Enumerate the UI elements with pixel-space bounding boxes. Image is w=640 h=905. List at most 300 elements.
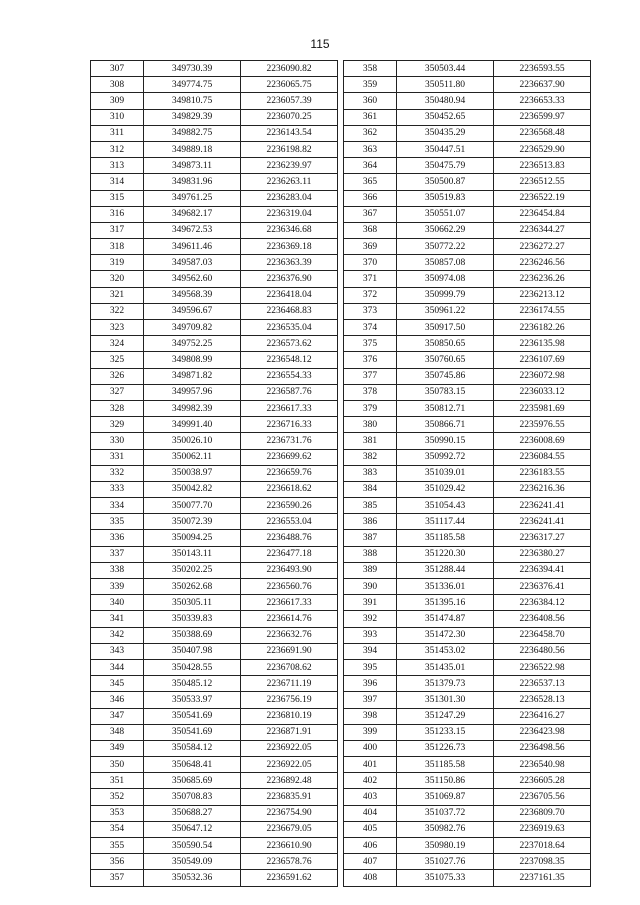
y-coordinate-cell: 2236174.55 <box>494 303 591 319</box>
table-row <box>91 838 338 854</box>
x-coordinate-cell: 349831.96 <box>144 174 241 190</box>
x-coordinate-cell: 351395.16 <box>397 595 494 611</box>
x-coordinate-cell: 349982.39 <box>144 400 241 416</box>
y-coordinate-cell: 2236241.41 <box>494 498 591 514</box>
y-coordinate-cell: 2236599.97 <box>494 109 591 125</box>
table-row <box>344 61 591 77</box>
x-coordinate-cell: 351220.30 <box>397 546 494 562</box>
point-number-cell: 388 <box>344 546 397 562</box>
point-number-cell: 350 <box>91 757 144 773</box>
point-number-cell: 326 <box>91 368 144 384</box>
y-coordinate-cell: 2236708.62 <box>241 659 338 675</box>
y-coordinate-cell: 2236182.26 <box>494 320 591 336</box>
point-number-cell: 395 <box>344 659 397 675</box>
table-row <box>344 206 591 222</box>
point-number-cell: 399 <box>344 724 397 740</box>
y-coordinate-cell: 2236216.36 <box>494 481 591 497</box>
x-coordinate-cell: 349873.11 <box>144 158 241 174</box>
table-row <box>344 158 591 174</box>
y-coordinate-cell: 2236568.48 <box>494 125 591 141</box>
x-coordinate-cell: 350783.15 <box>397 384 494 400</box>
x-coordinate-cell: 350452.65 <box>397 109 494 125</box>
x-coordinate-cell: 351039.01 <box>397 465 494 481</box>
point-number-cell: 343 <box>91 643 144 659</box>
x-coordinate-cell: 350262.68 <box>144 579 241 595</box>
point-number-cell: 382 <box>344 449 397 465</box>
table-row <box>91 708 338 724</box>
table-row <box>344 643 591 659</box>
x-coordinate-cell: 349991.40 <box>144 417 241 433</box>
x-coordinate-cell: 350584.12 <box>144 740 241 756</box>
x-coordinate-cell: 350532.36 <box>144 870 241 886</box>
table-row <box>91 433 338 449</box>
table-row <box>91 222 338 238</box>
y-coordinate-cell: 2236679.05 <box>241 821 338 837</box>
table-row <box>91 465 338 481</box>
table-row <box>91 773 338 789</box>
y-coordinate-cell: 2235976.55 <box>494 417 591 433</box>
y-coordinate-cell: 2236369.18 <box>241 239 338 255</box>
y-coordinate-cell: 2236809.70 <box>494 805 591 821</box>
table-row <box>344 271 591 287</box>
table-row <box>91 595 338 611</box>
x-coordinate-cell: 351029.42 <box>397 481 494 497</box>
x-coordinate-cell: 350038.97 <box>144 465 241 481</box>
point-number-cell: 347 <box>91 708 144 724</box>
point-number-cell: 402 <box>344 773 397 789</box>
y-coordinate-cell: 2236363.39 <box>241 255 338 271</box>
table-row <box>344 255 591 271</box>
y-coordinate-cell: 2235981.69 <box>494 400 591 416</box>
point-number-cell: 389 <box>344 562 397 578</box>
table-row <box>91 93 338 109</box>
point-number-cell: 363 <box>344 141 397 157</box>
y-coordinate-cell: 2236637.90 <box>494 77 591 93</box>
point-number-cell: 374 <box>344 320 397 336</box>
point-number-cell: 381 <box>344 433 397 449</box>
y-coordinate-cell: 2236408.56 <box>494 611 591 627</box>
x-coordinate-cell: 350435.29 <box>397 125 494 141</box>
y-coordinate-cell: 2236587.76 <box>241 384 338 400</box>
x-coordinate-cell: 351185.58 <box>397 757 494 773</box>
x-coordinate-cell: 350999.79 <box>397 287 494 303</box>
table-row <box>91 805 338 821</box>
y-coordinate-cell: 2236263.11 <box>241 174 338 190</box>
y-coordinate-cell: 2237098.35 <box>494 854 591 870</box>
table-row <box>91 255 338 271</box>
table-row <box>91 271 338 287</box>
point-number-cell: 371 <box>344 271 397 287</box>
x-coordinate-cell: 349774.75 <box>144 77 241 93</box>
point-number-cell: 384 <box>344 481 397 497</box>
x-coordinate-cell: 350305.11 <box>144 595 241 611</box>
x-coordinate-cell: 350428.55 <box>144 659 241 675</box>
point-number-cell: 392 <box>344 611 397 627</box>
table-row <box>91 368 338 384</box>
y-coordinate-cell: 2236033.12 <box>494 384 591 400</box>
y-coordinate-cell: 2236922.05 <box>241 740 338 756</box>
x-coordinate-cell: 350549.09 <box>144 854 241 870</box>
point-number-cell: 393 <box>344 627 397 643</box>
point-number-cell: 340 <box>91 595 144 611</box>
y-coordinate-cell: 2236213.12 <box>494 287 591 303</box>
x-coordinate-cell: 350708.83 <box>144 789 241 805</box>
y-coordinate-cell: 2236659.76 <box>241 465 338 481</box>
point-number-cell: 312 <box>91 141 144 157</box>
point-number-cell: 360 <box>344 93 397 109</box>
table-row <box>344 141 591 157</box>
table-row <box>344 821 591 837</box>
table-row <box>344 579 591 595</box>
y-coordinate-cell: 2236513.83 <box>494 158 591 174</box>
table-row <box>91 77 338 93</box>
table-row <box>91 757 338 773</box>
table-row <box>344 627 591 643</box>
y-coordinate-cell: 2236871.91 <box>241 724 338 740</box>
table-row <box>344 433 591 449</box>
table-row <box>344 708 591 724</box>
x-coordinate-cell: 350961.22 <box>397 303 494 319</box>
table-row <box>344 400 591 416</box>
y-coordinate-cell: 2236922.05 <box>241 757 338 773</box>
table-row <box>344 303 591 319</box>
x-coordinate-cell: 350143.11 <box>144 546 241 562</box>
point-number-cell: 404 <box>344 805 397 821</box>
table-row <box>344 740 591 756</box>
point-number-cell: 376 <box>344 352 397 368</box>
point-number-cell: 366 <box>344 190 397 206</box>
y-coordinate-cell: 2236072.98 <box>494 368 591 384</box>
point-number-cell: 400 <box>344 740 397 756</box>
point-number-cell: 307 <box>91 61 144 77</box>
table-row <box>91 579 338 595</box>
point-number-cell: 339 <box>91 579 144 595</box>
point-number-cell: 369 <box>344 239 397 255</box>
y-coordinate-cell: 2236239.97 <box>241 158 338 174</box>
x-coordinate-cell: 351379.73 <box>397 676 494 692</box>
table-row <box>344 757 591 773</box>
x-coordinate-cell: 350500.87 <box>397 174 494 190</box>
x-coordinate-cell: 351301.30 <box>397 692 494 708</box>
point-number-cell: 344 <box>91 659 144 675</box>
point-number-cell: 336 <box>91 530 144 546</box>
point-number-cell: 337 <box>91 546 144 562</box>
point-number-cell: 328 <box>91 400 144 416</box>
y-coordinate-cell: 2236705.56 <box>494 789 591 805</box>
table-row <box>344 562 591 578</box>
table-row <box>344 352 591 368</box>
table-row <box>344 320 591 336</box>
y-coordinate-cell: 2236560.76 <box>241 579 338 595</box>
table-row <box>91 692 338 708</box>
table-row <box>344 854 591 870</box>
x-coordinate-cell: 350511.80 <box>397 77 494 93</box>
table-row <box>91 303 338 319</box>
x-coordinate-cell: 349957.96 <box>144 384 241 400</box>
table-row <box>91 287 338 303</box>
table-row <box>91 562 338 578</box>
coordinate-table-left <box>90 60 338 887</box>
table-row <box>91 546 338 562</box>
point-number-cell: 406 <box>344 838 397 854</box>
y-coordinate-cell: 2237018.64 <box>494 838 591 854</box>
x-coordinate-cell: 350745.86 <box>397 368 494 384</box>
table-row <box>91 239 338 255</box>
point-number-cell: 318 <box>91 239 144 255</box>
table-row <box>91 61 338 77</box>
x-coordinate-cell: 351054.43 <box>397 498 494 514</box>
table-row <box>91 854 338 870</box>
point-number-cell: 341 <box>91 611 144 627</box>
x-coordinate-cell: 350541.69 <box>144 708 241 724</box>
y-coordinate-cell: 2236418.04 <box>241 287 338 303</box>
y-coordinate-cell: 2236183.55 <box>494 465 591 481</box>
point-number-cell: 385 <box>344 498 397 514</box>
x-coordinate-cell: 349882.75 <box>144 125 241 141</box>
y-coordinate-cell: 2236892.48 <box>241 773 338 789</box>
point-number-cell: 401 <box>344 757 397 773</box>
table-row <box>91 352 338 368</box>
point-number-cell: 355 <box>91 838 144 854</box>
table-row <box>91 449 338 465</box>
point-number-cell: 316 <box>91 206 144 222</box>
table-row <box>344 870 591 886</box>
point-number-cell: 356 <box>91 854 144 870</box>
table-row <box>91 400 338 416</box>
table-row <box>344 125 591 141</box>
page-number: 115 <box>310 37 330 51</box>
point-number-cell: 359 <box>344 77 397 93</box>
y-coordinate-cell: 2236919.63 <box>494 821 591 837</box>
x-coordinate-cell: 349596.67 <box>144 303 241 319</box>
table-row <box>91 141 338 157</box>
table-row <box>344 93 591 109</box>
y-coordinate-cell: 2236731.76 <box>241 433 338 449</box>
x-coordinate-cell: 349829.39 <box>144 109 241 125</box>
table-row <box>91 789 338 805</box>
table-row <box>91 498 338 514</box>
x-coordinate-cell: 350042.82 <box>144 481 241 497</box>
y-coordinate-cell: 2236618.62 <box>241 481 338 497</box>
y-coordinate-cell: 2236522.19 <box>494 190 591 206</box>
table-row <box>91 174 338 190</box>
point-number-cell: 308 <box>91 77 144 93</box>
x-coordinate-cell: 351075.33 <box>397 870 494 886</box>
table-row <box>91 627 338 643</box>
point-number-cell: 380 <box>344 417 397 433</box>
x-coordinate-cell: 350688.27 <box>144 805 241 821</box>
x-coordinate-cell: 351027.76 <box>397 854 494 870</box>
y-coordinate-cell: 2236283.04 <box>241 190 338 206</box>
table-row <box>344 449 591 465</box>
x-coordinate-cell: 351435.01 <box>397 659 494 675</box>
y-coordinate-cell: 2236454.84 <box>494 206 591 222</box>
table-row <box>344 724 591 740</box>
x-coordinate-cell: 349761.25 <box>144 190 241 206</box>
point-number-cell: 390 <box>344 579 397 595</box>
y-coordinate-cell: 2236246.56 <box>494 255 591 271</box>
y-coordinate-cell: 2236346.68 <box>241 222 338 238</box>
point-number-cell: 408 <box>344 870 397 886</box>
point-number-cell: 353 <box>91 805 144 821</box>
x-coordinate-cell: 351336.01 <box>397 579 494 595</box>
point-number-cell: 322 <box>91 303 144 319</box>
y-coordinate-cell: 2236691.90 <box>241 643 338 659</box>
point-number-cell: 372 <box>344 287 397 303</box>
y-coordinate-cell: 2236107.69 <box>494 352 591 368</box>
x-coordinate-cell: 349587.03 <box>144 255 241 271</box>
y-coordinate-cell: 2236614.76 <box>241 611 338 627</box>
y-coordinate-cell: 2236084.55 <box>494 449 591 465</box>
table-row <box>344 190 591 206</box>
point-number-cell: 324 <box>91 336 144 352</box>
point-number-cell: 391 <box>344 595 397 611</box>
x-coordinate-cell: 350094.25 <box>144 530 241 546</box>
point-number-cell: 362 <box>344 125 397 141</box>
point-number-cell: 349 <box>91 740 144 756</box>
x-coordinate-cell: 350077.70 <box>144 498 241 514</box>
y-coordinate-cell: 2236241.41 <box>494 514 591 530</box>
table-row <box>344 417 591 433</box>
x-coordinate-cell: 350480.94 <box>397 93 494 109</box>
y-coordinate-cell: 2236540.98 <box>494 757 591 773</box>
x-coordinate-cell: 350917.50 <box>397 320 494 336</box>
point-number-cell: 373 <box>344 303 397 319</box>
x-coordinate-cell: 350590.54 <box>144 838 241 854</box>
table-row <box>91 530 338 546</box>
point-number-cell: 352 <box>91 789 144 805</box>
x-coordinate-cell: 350407.98 <box>144 643 241 659</box>
table-row <box>91 336 338 352</box>
point-number-cell: 357 <box>91 870 144 886</box>
table-row <box>344 465 591 481</box>
y-coordinate-cell: 2236468.83 <box>241 303 338 319</box>
x-coordinate-cell: 350857.08 <box>397 255 494 271</box>
point-number-cell: 387 <box>344 530 397 546</box>
point-number-cell: 319 <box>91 255 144 271</box>
point-number-cell: 333 <box>91 481 144 497</box>
y-coordinate-cell: 2236573.62 <box>241 336 338 352</box>
table-row <box>91 870 338 886</box>
y-coordinate-cell: 2236590.26 <box>241 498 338 514</box>
table-row <box>344 222 591 238</box>
table-row <box>344 805 591 821</box>
x-coordinate-cell: 349672.53 <box>144 222 241 238</box>
x-coordinate-cell: 350202.25 <box>144 562 241 578</box>
point-number-cell: 383 <box>344 465 397 481</box>
table-row <box>344 481 591 497</box>
y-coordinate-cell: 2236632.76 <box>241 627 338 643</box>
y-coordinate-cell: 2236317.27 <box>494 530 591 546</box>
y-coordinate-cell: 2236057.39 <box>241 93 338 109</box>
x-coordinate-cell: 350648.41 <box>144 757 241 773</box>
x-coordinate-cell: 351288.44 <box>397 562 494 578</box>
point-number-cell: 327 <box>91 384 144 400</box>
x-coordinate-cell: 350647.12 <box>144 821 241 837</box>
x-coordinate-cell: 350339.83 <box>144 611 241 627</box>
y-coordinate-cell: 2236423.98 <box>494 724 591 740</box>
table-row <box>344 611 591 627</box>
x-coordinate-cell: 350772.22 <box>397 239 494 255</box>
point-number-cell: 330 <box>91 433 144 449</box>
x-coordinate-cell: 350982.76 <box>397 821 494 837</box>
x-coordinate-cell: 350519.83 <box>397 190 494 206</box>
x-coordinate-cell: 351185.58 <box>397 530 494 546</box>
table-row <box>344 676 591 692</box>
table-row <box>344 530 591 546</box>
x-coordinate-cell: 350662.29 <box>397 222 494 238</box>
x-coordinate-cell: 349810.75 <box>144 93 241 109</box>
y-coordinate-cell: 2236554.33 <box>241 368 338 384</box>
table-row <box>91 417 338 433</box>
table-row <box>344 595 591 611</box>
x-coordinate-cell: 351247.29 <box>397 708 494 724</box>
y-coordinate-cell: 2236493.90 <box>241 562 338 578</box>
point-number-cell: 394 <box>344 643 397 659</box>
y-coordinate-cell: 2236376.90 <box>241 271 338 287</box>
table-row <box>344 384 591 400</box>
point-number-cell: 370 <box>344 255 397 271</box>
y-coordinate-cell: 2236416.27 <box>494 708 591 724</box>
table-row <box>91 676 338 692</box>
point-number-cell: 377 <box>344 368 397 384</box>
table-row <box>91 109 338 125</box>
y-coordinate-cell: 2236528.13 <box>494 692 591 708</box>
y-coordinate-cell: 2236535.04 <box>241 320 338 336</box>
x-coordinate-cell: 351226.73 <box>397 740 494 756</box>
point-number-cell: 314 <box>91 174 144 190</box>
y-coordinate-cell: 2236578.76 <box>241 854 338 870</box>
table-row <box>91 125 338 141</box>
x-coordinate-cell: 349871.82 <box>144 368 241 384</box>
y-coordinate-cell: 2236593.55 <box>494 61 591 77</box>
point-number-cell: 309 <box>91 93 144 109</box>
coordinate-table-right <box>343 60 591 887</box>
y-coordinate-cell: 2236008.69 <box>494 433 591 449</box>
y-coordinate-cell: 2236477.18 <box>241 546 338 562</box>
x-coordinate-cell: 350503.44 <box>397 61 494 77</box>
table-row <box>344 498 591 514</box>
point-number-cell: 320 <box>91 271 144 287</box>
table-row <box>91 821 338 837</box>
point-number-cell: 398 <box>344 708 397 724</box>
table-row <box>344 368 591 384</box>
x-coordinate-cell: 349682.17 <box>144 206 241 222</box>
x-coordinate-cell: 349808.99 <box>144 352 241 368</box>
point-number-cell: 317 <box>91 222 144 238</box>
y-coordinate-cell: 2236512.55 <box>494 174 591 190</box>
x-coordinate-cell: 350533.97 <box>144 692 241 708</box>
x-coordinate-cell: 351472.30 <box>397 627 494 643</box>
point-number-cell: 325 <box>91 352 144 368</box>
x-coordinate-cell: 351150.86 <box>397 773 494 789</box>
point-number-cell: 332 <box>91 465 144 481</box>
point-number-cell: 335 <box>91 514 144 530</box>
y-coordinate-cell: 2236090.82 <box>241 61 338 77</box>
y-coordinate-cell: 2236605.28 <box>494 773 591 789</box>
y-coordinate-cell: 2236699.62 <box>241 449 338 465</box>
table-row <box>91 740 338 756</box>
x-coordinate-cell: 350992.72 <box>397 449 494 465</box>
y-coordinate-cell: 2236754.90 <box>241 805 338 821</box>
x-coordinate-cell: 351117.44 <box>397 514 494 530</box>
y-coordinate-cell: 2236394.41 <box>494 562 591 578</box>
point-number-cell: 396 <box>344 676 397 692</box>
point-number-cell: 403 <box>344 789 397 805</box>
table-row <box>344 692 591 708</box>
table-row <box>91 724 338 740</box>
x-coordinate-cell: 350812.71 <box>397 400 494 416</box>
